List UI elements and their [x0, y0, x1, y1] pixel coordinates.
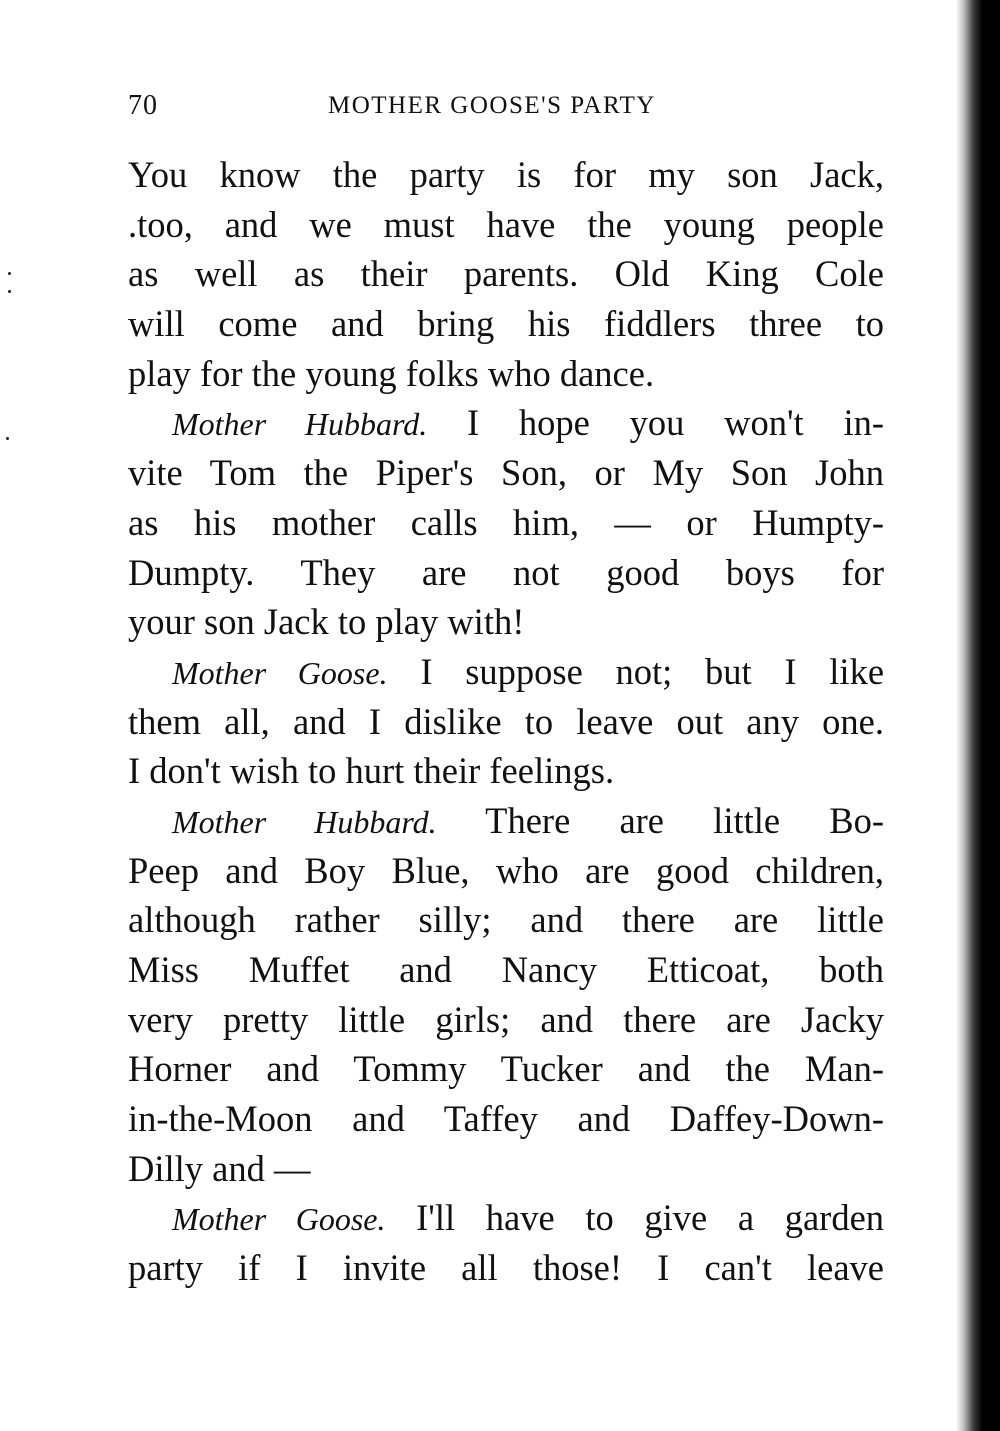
dialogue-line [128, 796, 884, 846]
text-line: .too, and we must have the young people [128, 203, 884, 245]
text-line: You know the party is for my son Jack, [128, 154, 884, 195]
scan-speck [8, 290, 11, 293]
text-line: Dumpty. They are not good boys for [128, 551, 884, 593]
text-line: Horner and Tommy Tucker and the Man- [128, 1048, 884, 1090]
text-line: although rather silly; and there are little [128, 899, 884, 941]
dialogue-text: I suppose not; but I like [420, 650, 885, 692]
text-line: as well as their parents. Old King Cole [128, 253, 884, 295]
dialogue-line [128, 398, 884, 448]
text-line: your son Jack to play with! [128, 601, 525, 643]
text-line: play for the young folks who dance. [128, 352, 655, 394]
text-line: them all, and I dislike to leave out any one. [128, 700, 884, 742]
text-line: Miss Muffet and Nancy Etticoat, both [128, 949, 884, 990]
speaker-name: Mother Hubbard. [172, 803, 437, 840]
text-line: vite Tom the Piper's Son, or My Son John [128, 452, 884, 494]
speaker-name: Mother Goose. [172, 654, 388, 691]
text-line: Dilly and — [128, 1147, 311, 1189]
dialogue-line [128, 647, 884, 697]
text-line: I don't wish to hurt their feelings. [128, 750, 615, 792]
text-body [128, 150, 884, 1293]
text-line: will come and bring his fiddlers three to [128, 303, 884, 345]
scan-speck [6, 437, 9, 440]
dialogue-text: I hope you won't in- [466, 402, 885, 444]
scan-speck [8, 272, 11, 275]
running-title: MOTHER GOOSE'S PARTY [328, 92, 656, 119]
text-line: party if I invite all those! I can't leave [128, 1247, 884, 1289]
dialogue-line [128, 1193, 884, 1243]
page-gutter-shadow [956, 0, 1000, 1431]
speaker-name: Mother Goose. [172, 1201, 386, 1238]
dialogue-text: I'll have to give a garden [416, 1197, 885, 1239]
text-line: very pretty little girls; and there are Jacky [128, 998, 884, 1040]
page-number: 70 [128, 90, 158, 121]
page-header [128, 90, 888, 130]
text-line: in-the-Moon and Taffey and Daffey-Down- [128, 1098, 884, 1140]
text-line: Peep and Boy Blue, who are good children, [128, 849, 884, 891]
speaker-name: Mother Hubbard. [172, 406, 428, 443]
text-line: as his mother calls him, — or Humpty- [128, 501, 884, 543]
dialogue-text: There are little Bo- [485, 799, 885, 841]
